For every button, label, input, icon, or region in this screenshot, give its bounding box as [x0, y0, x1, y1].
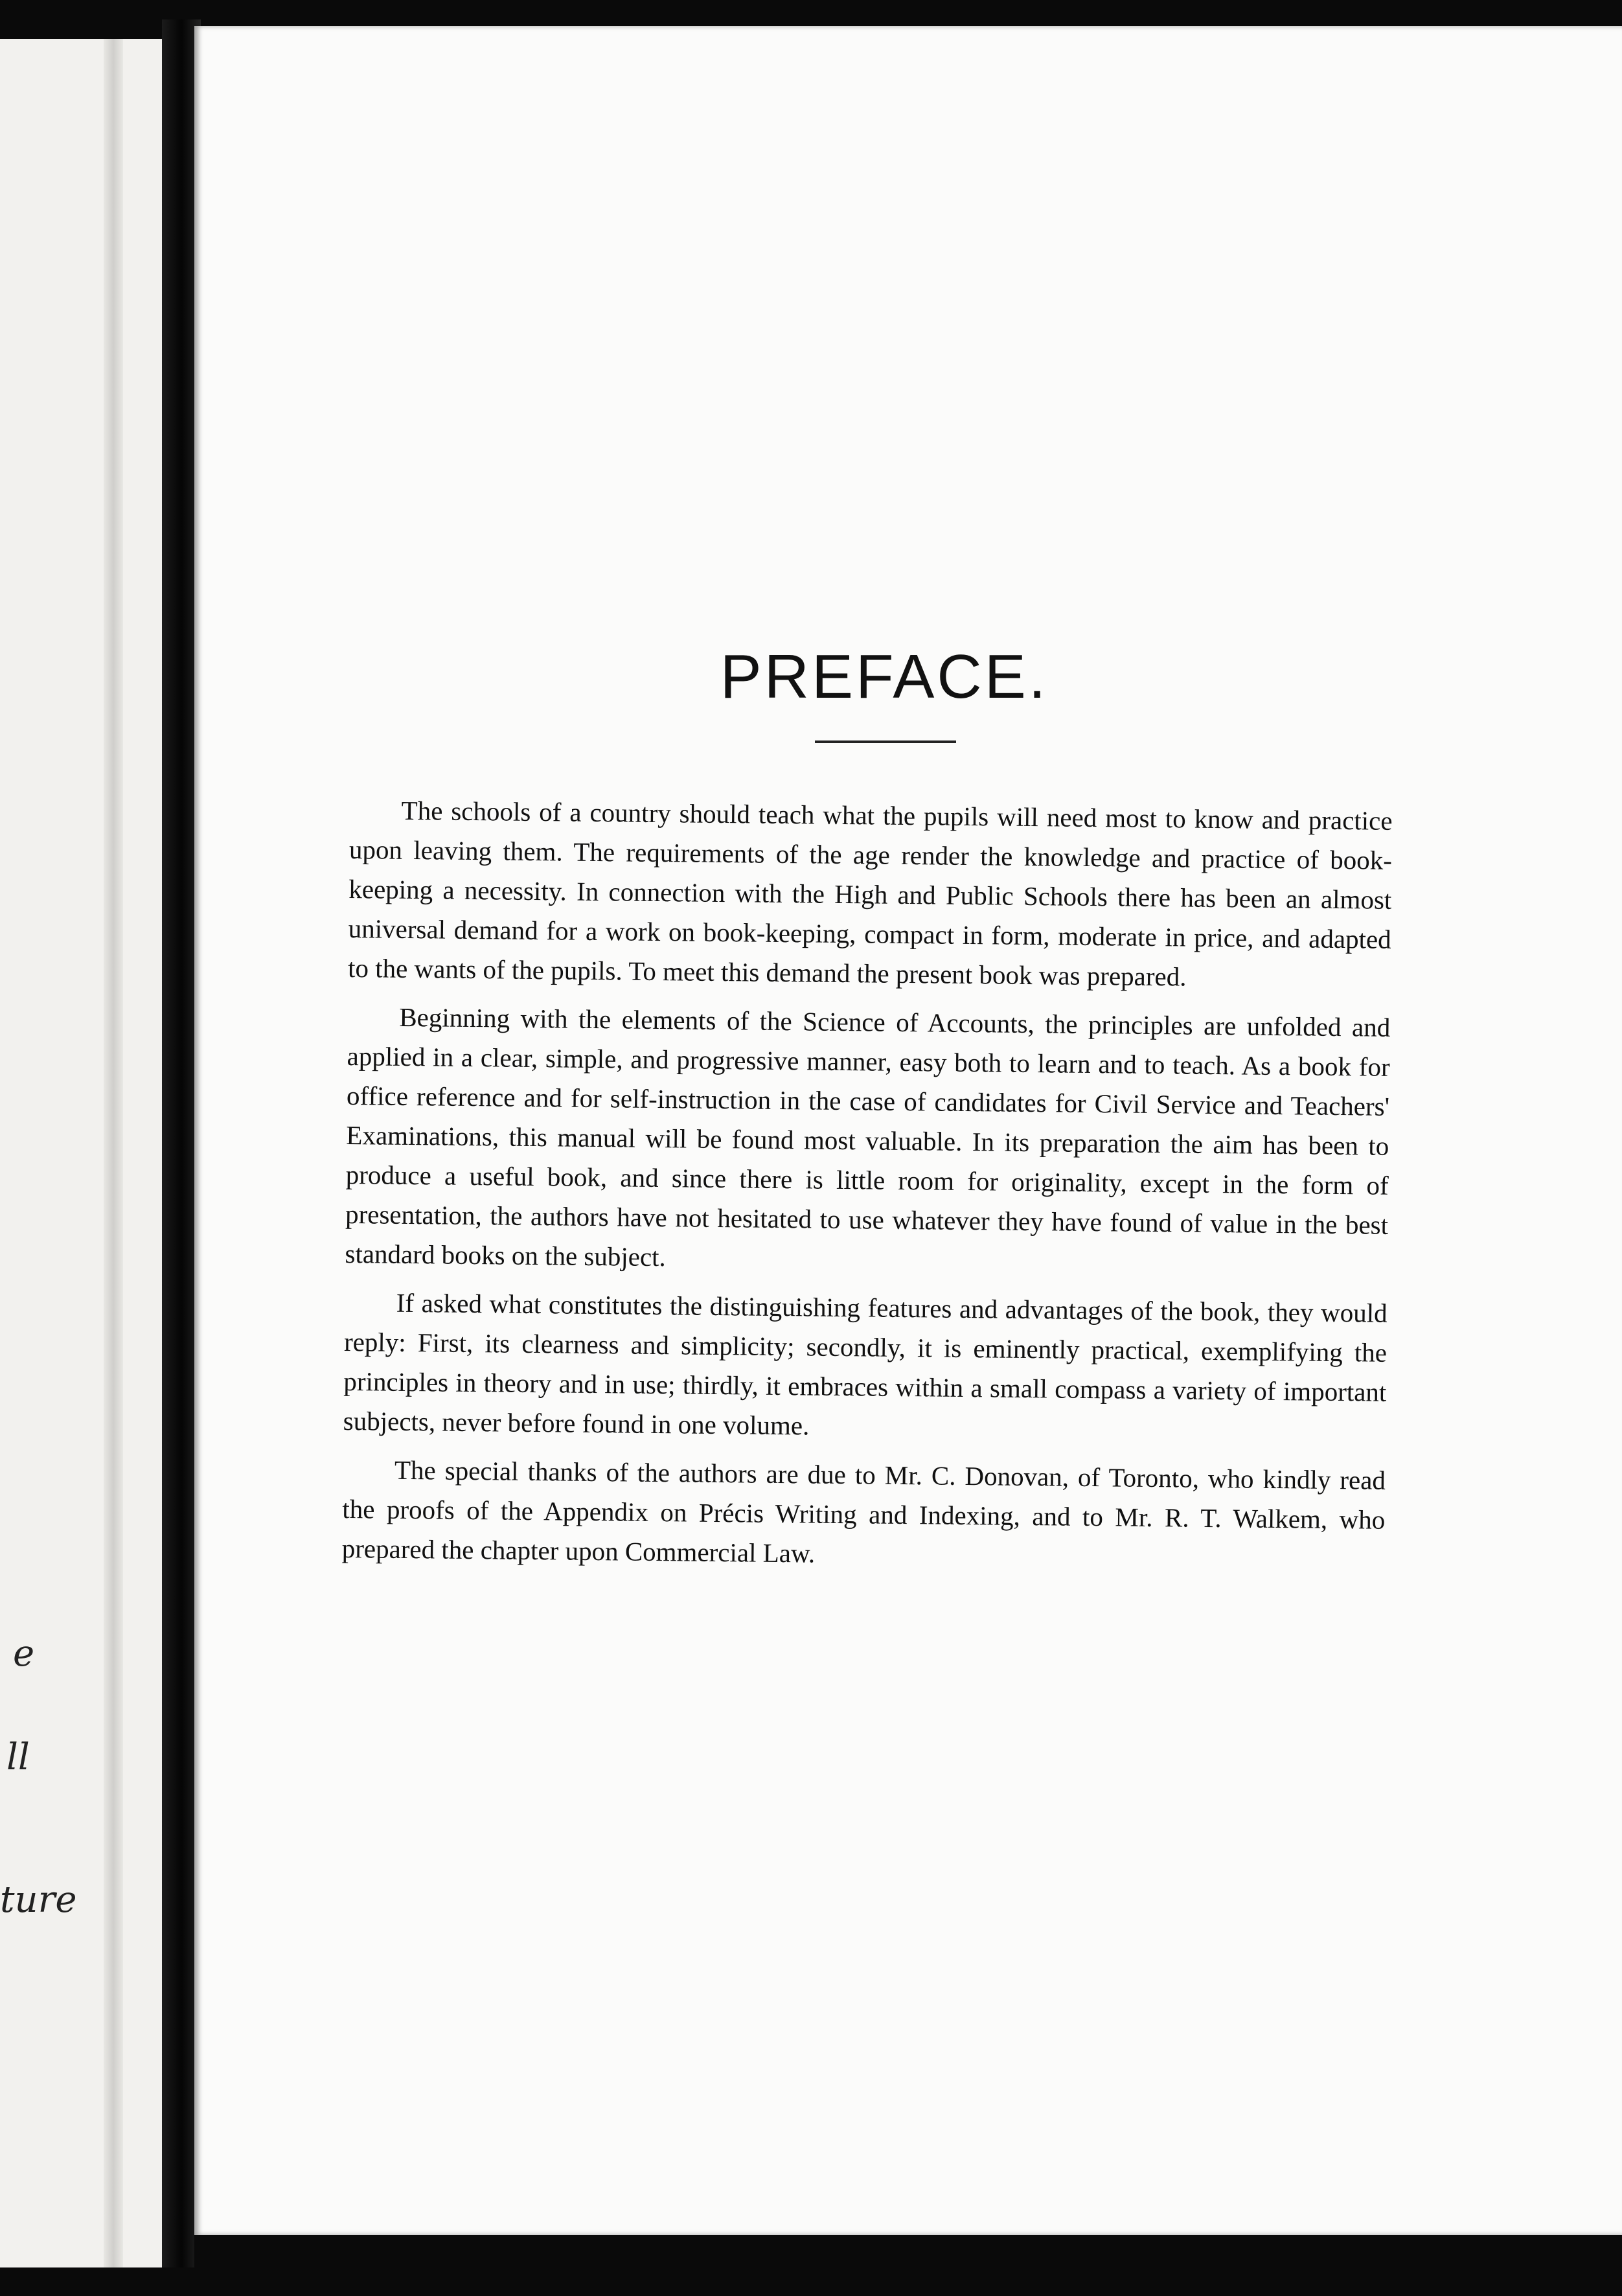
preface-body [341, 790, 1392, 1579]
page-title: PREFACE. [720, 642, 1049, 711]
paragraph: The special thanks of the authors are due to Mr. C. Donovan, of Toronto, who kindly read the proofs of the Appendix on Précis Writing and Indexing, and to Mr. R. T. Walkem, who prepared the chapter upon Commercial Law. [341, 1454, 1386, 1568]
handwritten-fragment: ture [0, 1879, 77, 1921]
paragraph: If asked what constitutes the distinguishing features and advantages of the book, they would reply: First, its clearness and simplicity; secondly, it is eminently practical, exemplifying the principles in theory and in use; thirdly, it embraces within a small compass a variety of important subjects, never before found in one volume. [343, 1287, 1388, 1441]
title-rule [815, 740, 956, 743]
paragraph: Beginning with the elements of the Science of Accounts, the principles are unfolded and applied in a clear, simple, and progressive manner, easy both to learn and to teach. As a book for office reference and for self-instruction in the case of candidates for Civil Service and Teachers' Examinations, this manual will be found most valuable. In its preparation the aim has been to produce a useful book, and since there is little room for originality, except in the form of presentation, the authors have not hesitated to use whatever they have found of value in the best standard books on the subject. [345, 1002, 1391, 1272]
previous-page-fragment [0, 39, 162, 2267]
preface-page [194, 26, 1622, 2235]
previous-page-fold [104, 39, 123, 2267]
handwritten-fragment: ll [6, 1736, 30, 1778]
handwritten-fragment: e [13, 1633, 35, 1675]
scan-border [194, 2235, 1622, 2296]
paragraph: The schools of a country should teach what the pupils will need most to know and practice upon leaving them. The requirements of the age render the knowledge and practice of book-keeping a necessity. In connection with the High and Public Schools there has been an almost universal demand for a work on book-keeping, compact in form, moderate in price, and adapted to the wants of the pupils. To meet this demand the present book was prepared. [347, 795, 1393, 992]
